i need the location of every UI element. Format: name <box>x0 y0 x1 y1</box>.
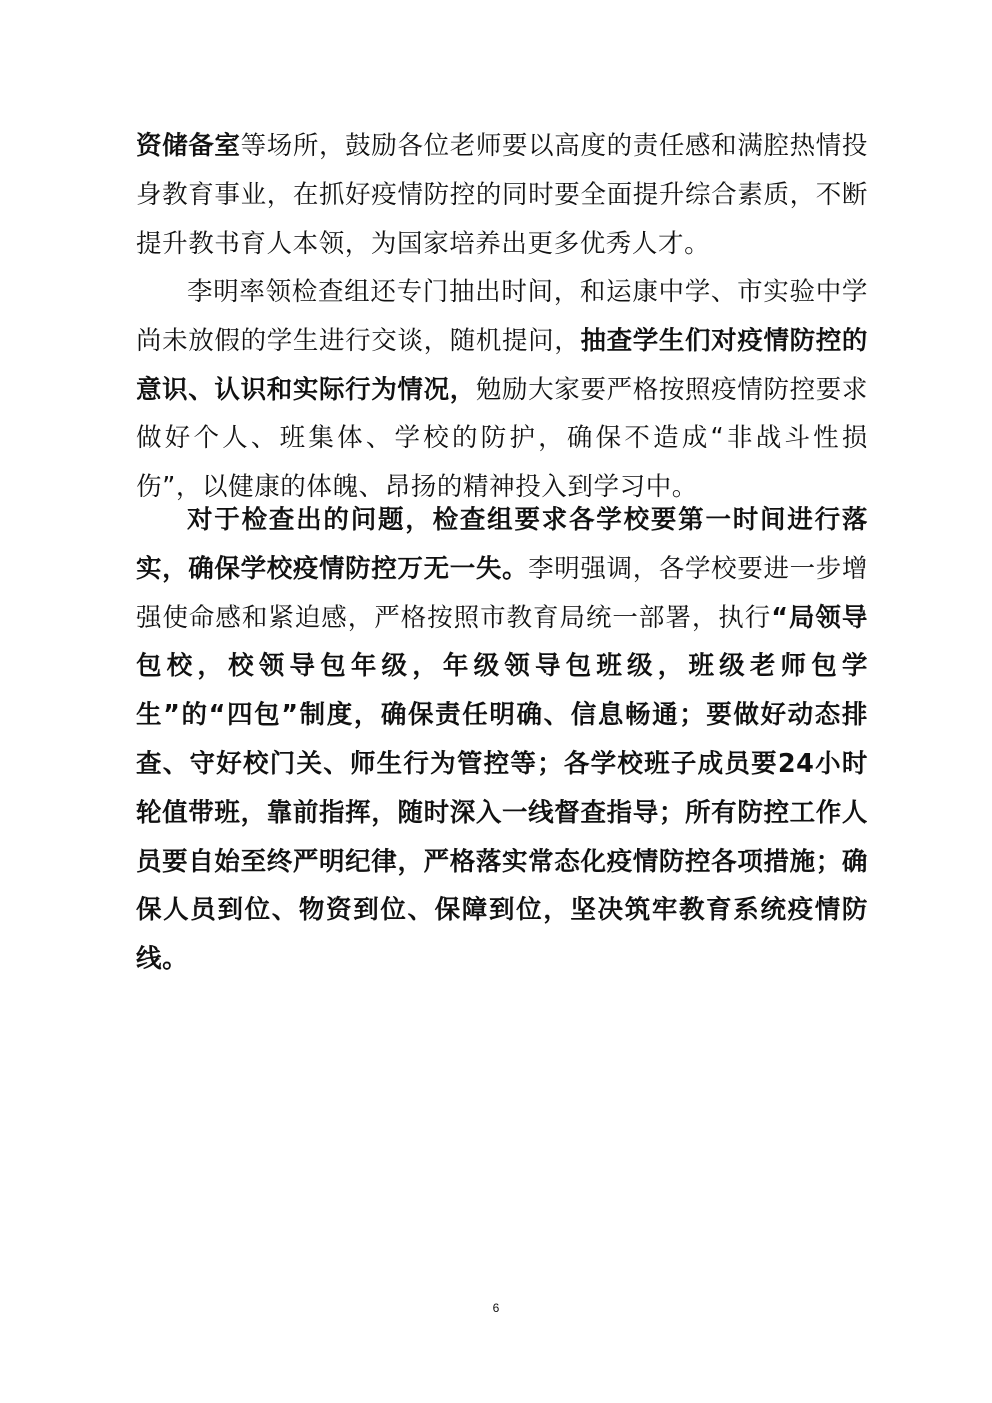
paragraph-text: 李明强调，各学校要进一步增强使命感和紧迫感，严格按照市教育局统一部署，执行 <box>136 553 868 633</box>
paragraph-continuation <box>136 122 868 268</box>
paragraph-student-talks <box>136 268 868 512</box>
page-number: 6 <box>492 1301 500 1315</box>
paragraph-text: 等场所，鼓励各位老师要以高度的责任感和满腔热情投身教育事业，在抓好疫情防控的同时要全面提升综合素质，不断提升教书育人本领，为国家培养出更多优秀人才。 <box>136 131 868 259</box>
bold-phrase: “局领导包校，校领导包年级，年级领导包班级，班级老师包学生”的“四包”制度，确保责任明确、信息畅通；要做好动态排查、守好校门关、师生行为管控等；各学校班子成员要24小时轮值带班，靠前指挥，随时深入一线督查指导；所有防控工作人员要自始至终严明纪律，严格落实常态化疫情防控各项措施；确保人员到位、物资到位、保障到位，坚决筑牢教育系统疫情防线。 <box>136 602 868 975</box>
bold-phrase: 对于检查出的问题，检查组要求各学校要第一时间进行落实，确保学校疫情防控万无一失。 <box>136 505 868 584</box>
paragraph-text: 李明率领检查组还专门抽出时间，和运康中学、市实验中学尚未放假的学生进行交谈，随机提问， <box>136 277 868 356</box>
paragraph-rectification <box>136 496 868 984</box>
bold-phrase: 资储备室 <box>136 131 241 161</box>
bold-phrase: 抽查学生们对疫情防控的意识、认识和实际行为情况， <box>136 325 868 405</box>
paragraph-text: 勉励大家要严格按照疫情防控要求做好个人、班集体、学校的防护，确保不造成“非战斗性损伤”，以健康的体魄、昂扬的精神投入到学习中。 <box>136 374 868 503</box>
